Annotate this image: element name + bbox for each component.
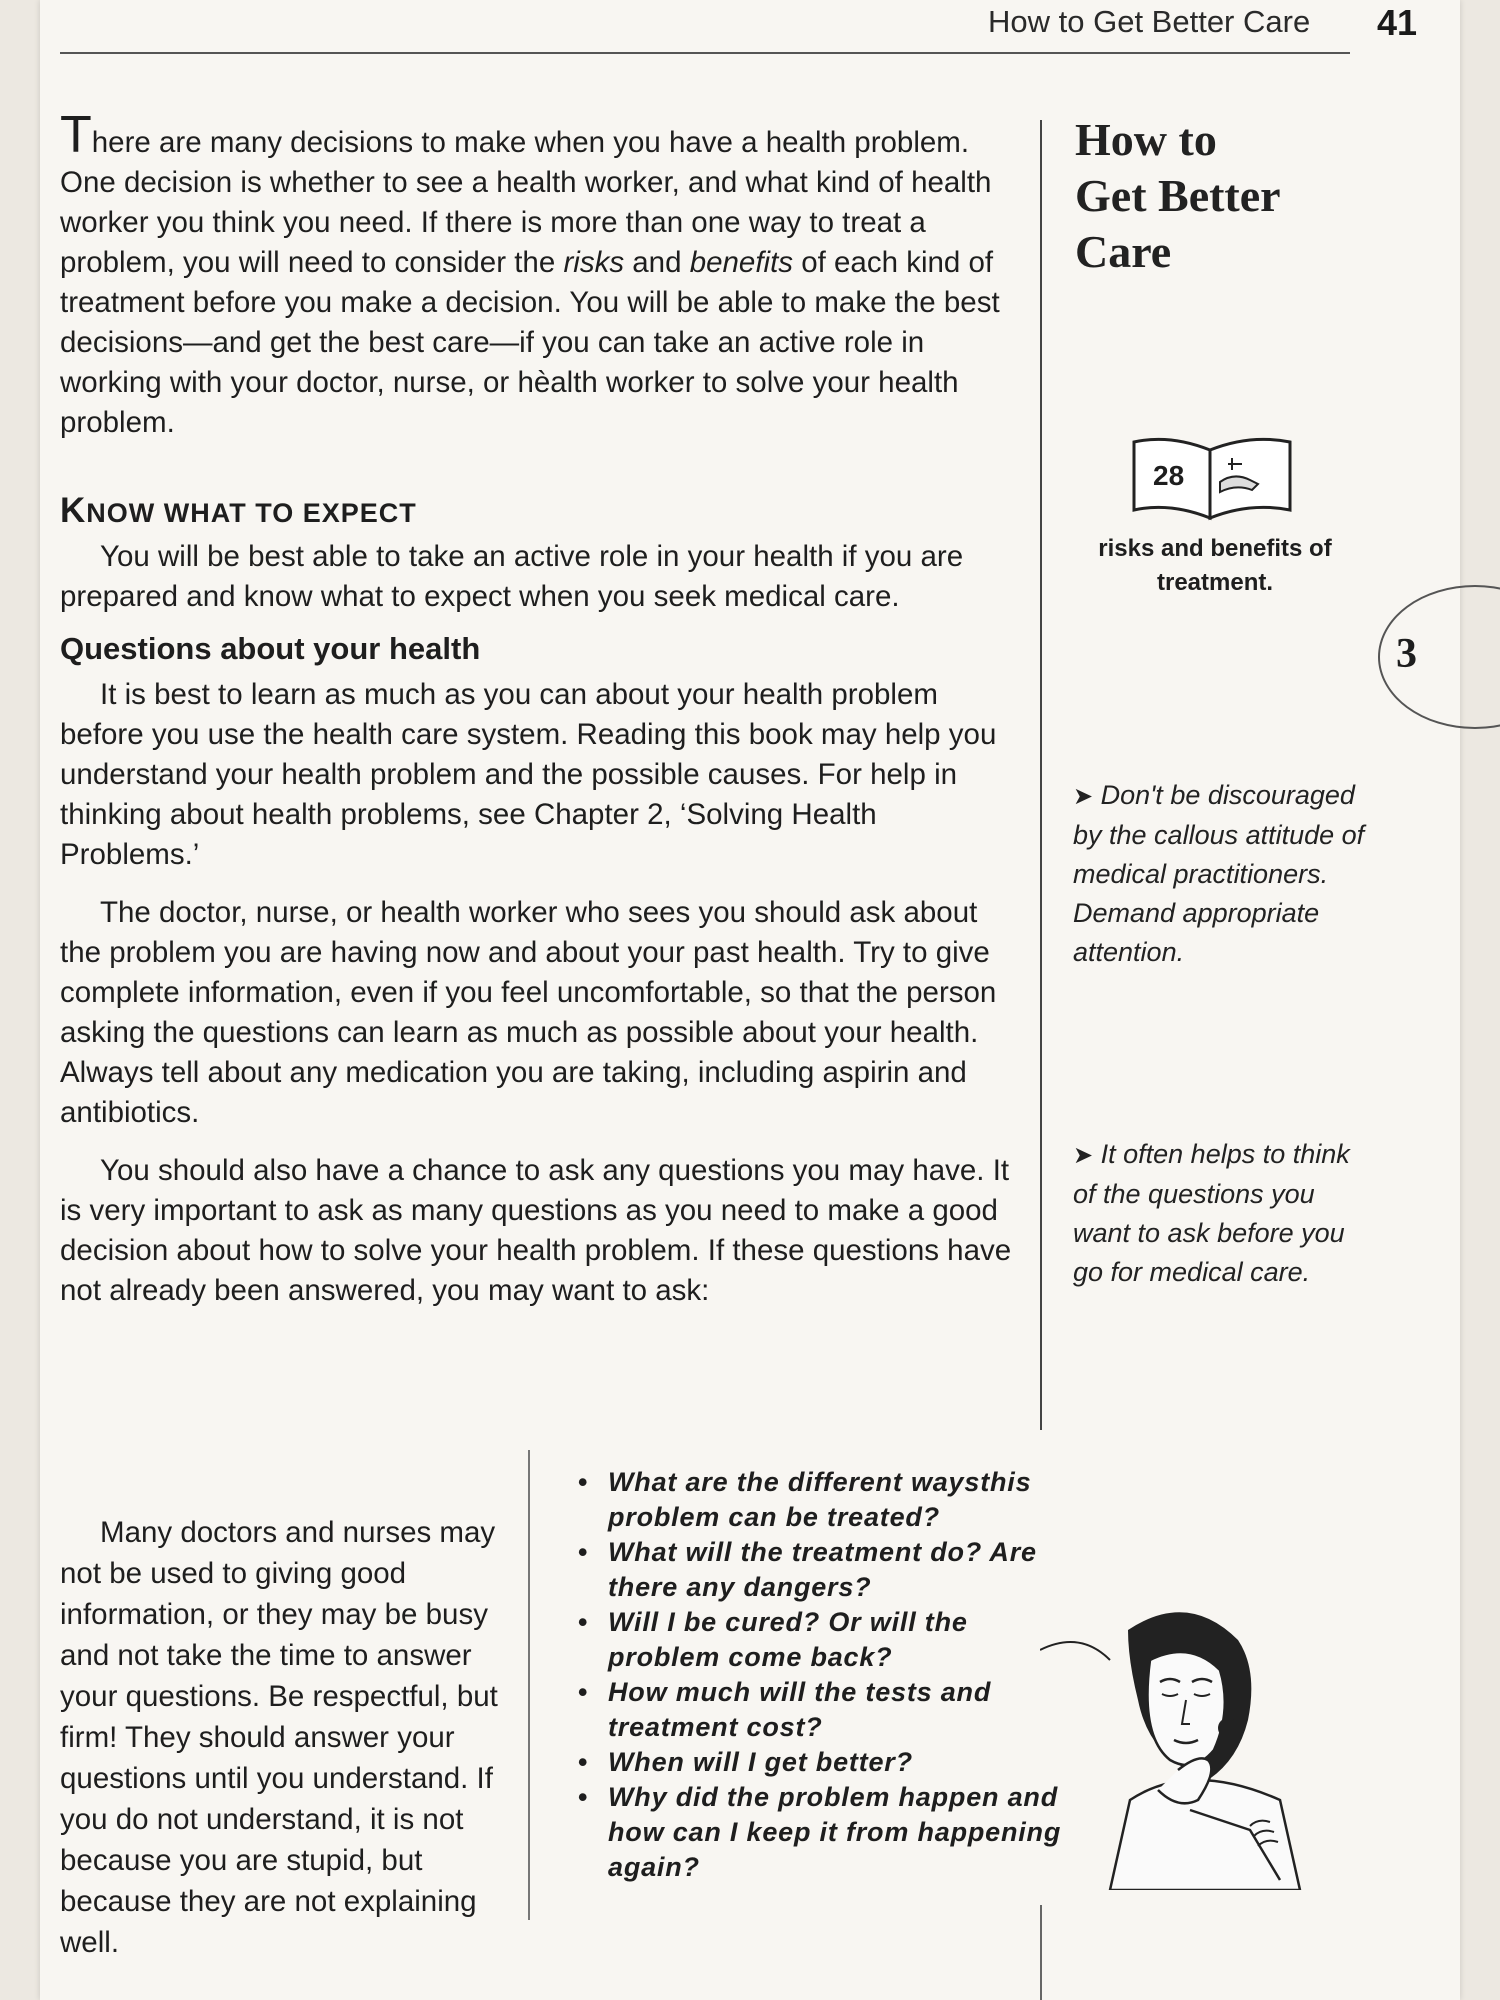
- chapter-number: 3: [1396, 631, 1417, 677]
- side-note-attention: ➤ Don't be discouraged by the callous attitude of medical practitioners. Demand appropriate attention.: [1073, 780, 1365, 967]
- cross-reference-page: 28: [1153, 460, 1185, 491]
- questions-divider: [528, 1450, 530, 1920]
- cross-reference-caption: risks and benefits of treatment.: [1098, 535, 1332, 596]
- chapter-title: How to Get Better Care: [1075, 114, 1281, 277]
- list-item: • Will I be cured? Or will the problem come back?: [578, 1605, 1068, 1675]
- ask-paragraph: You should also have a chance to ask any questions you may have. It is very important to ask as many questions as you need to make a good decision about how to solve your health problem. If these questions have not already been answered, you may want to ask:: [60, 1154, 1012, 1307]
- list-item: • When will I get better?: [578, 1745, 1068, 1780]
- section-intro: You will be best able to take an active role in your health if you are prepared and know what to expect when you seek medical care.: [60, 540, 964, 613]
- arrow-icon: ➤: [1073, 783, 1094, 810]
- list-item: • What will the treatment do? Are there any dangers?: [578, 1535, 1068, 1605]
- arrow-icon: ➤: [1073, 1142, 1094, 1169]
- subheading: Questions about your health: [60, 631, 481, 666]
- intro-paragraph: There are many decisions to make when you have a health problem. One decision is whether to see a health worker, and what kind of health worker you think you need. If there is more than one way to treat a problem, you will need to consider the risks and benefits of each kind of treatment before you make a decision. You will be able to make the best decisions—and get the best care—if you can take an active role in working with your doctor, nurse, or hèalth worker to solve your health problem.: [60, 106, 1000, 439]
- doctor-paragraph: The doctor, nurse, or health worker who sees you should ask about the problem you are having now and about your past health. Try to give complete information, even if you feel uncomfortable, so that the person asking the questions can learn as much as possible about your health. Always tell about any medication you are taking, including aspirin and antibiotics.: [60, 896, 997, 1129]
- list-item: • How much will the tests and treatment cost?: [578, 1675, 1068, 1745]
- list-item: • Why did the problem happen and how can I keep it from happening again?: [578, 1780, 1068, 1885]
- lower-column-rule: [1040, 1905, 1042, 2000]
- side-paragraph: Many doctors and nurses may not be used to giving good information, or they may be busy and not take the time to answer your questions. Be respectful, but firm! They should answer your questions until you understand. If you do not understand, it is not because you are stupid, but because they are not explaining well.: [60, 1516, 498, 1959]
- list-item: • What are the different waysthis problem can be treated?: [578, 1465, 1068, 1535]
- thinking-woman-illustration: [1040, 1590, 1340, 1890]
- learn-paragraph: It is best to learn as much as you can about your health problem before you use the health care system. Reading this book may help you understand your health problem and the possible causes. For help in thinking about health problems, see Chapter 2, ‘Solving Health Problems.’: [60, 678, 997, 871]
- column-divider: [1040, 120, 1042, 1430]
- section-heading: KNOW WHAT TO EXPECT: [60, 491, 417, 530]
- drop-cap: T: [60, 106, 92, 164]
- questions-list: [578, 1465, 1068, 1885]
- main-text-column: [60, 106, 1015, 1311]
- running-header: How to Get Better Care: [988, 4, 1311, 39]
- header-rule: [60, 52, 1350, 54]
- side-note-questions: ➤ It often helps to think of the questions you want to ask before you go for medical care.: [1073, 1139, 1350, 1287]
- page-number: 41: [1377, 2, 1418, 43]
